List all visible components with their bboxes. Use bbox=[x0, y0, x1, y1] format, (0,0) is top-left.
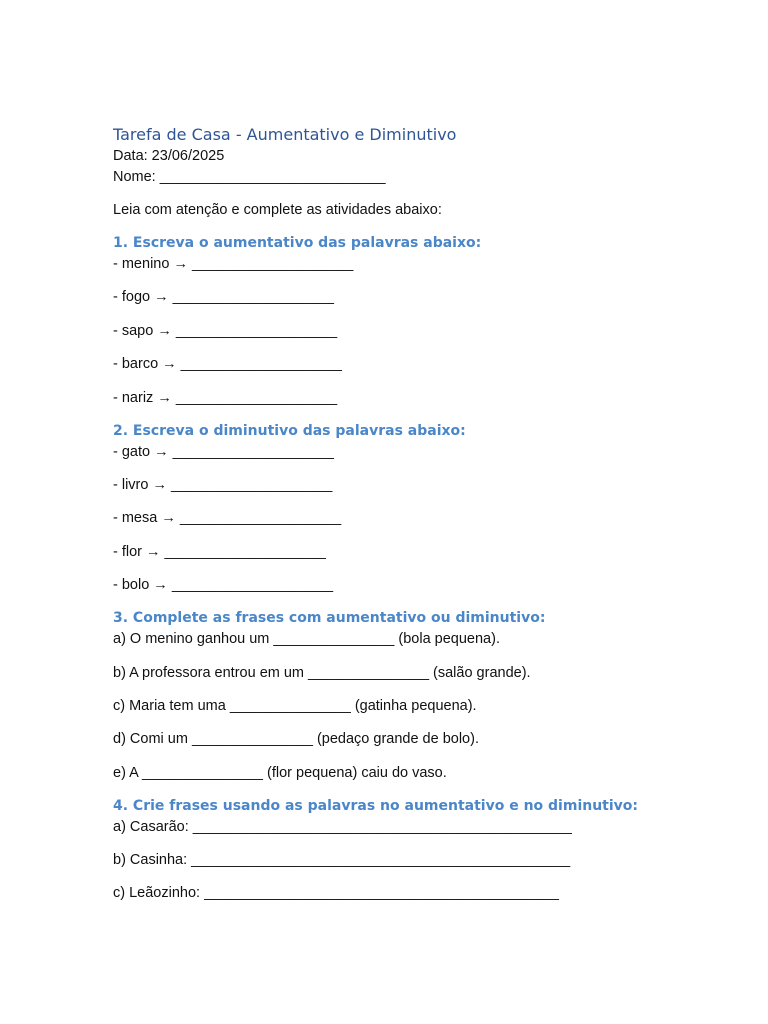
exercise-item: a) Casarão: _______________________________________________ bbox=[113, 818, 572, 835]
exercise-item: - barco → ____________________ bbox=[113, 356, 342, 373]
document-title: Tarefa de Casa - Aumentativo e Diminutivo bbox=[113, 125, 457, 144]
exercise-item: c) Leãozinho: ____________________________________________ bbox=[113, 885, 559, 902]
exercise-item: - nariz → ____________________ bbox=[113, 389, 338, 406]
exercise-item: - mesa → ____________________ bbox=[113, 510, 342, 527]
name-line: Nome: ____________________________ bbox=[113, 169, 386, 185]
document-body bbox=[113, 124, 713, 904]
exercise-item: a) O menino ganhou um _______________ (bola pequena). bbox=[113, 631, 500, 648]
section-complete-sentences bbox=[113, 608, 713, 784]
section-diminutive bbox=[113, 421, 713, 597]
exercise-item: - flor → ____________________ bbox=[113, 543, 326, 560]
date-line: Data: 23/06/2025 bbox=[113, 148, 225, 164]
exercise-item: - gato → ____________________ bbox=[113, 443, 334, 460]
exercise-item: b) Casinha: _______________________________________________ bbox=[113, 852, 571, 869]
exercise-item: - bolo → ____________________ bbox=[113, 577, 334, 594]
exercise-item: c) Maria tem uma _______________ (gatinha pequena). bbox=[113, 697, 477, 714]
exercise-item: - livro → ____________________ bbox=[113, 476, 333, 493]
section-augmentative bbox=[113, 233, 713, 409]
exercise-item: d) Comi um _______________ (pedaço grande de bolo). bbox=[113, 731, 479, 748]
intro-text: Leia com atenção e complete as atividades abaixo: bbox=[113, 202, 442, 218]
section-heading: 2. Escreva o diminutivo das palavras abaixo: bbox=[113, 422, 466, 439]
section-heading: 3. Complete as frases com aumentativo ou diminutivo: bbox=[113, 610, 546, 627]
exercise-item: b) A professora entrou em um _______________ (salão grande). bbox=[113, 664, 531, 681]
exercise-item: - fogo → ____________________ bbox=[113, 289, 334, 306]
section-heading: 4. Crie frases usando as palavras no aumentativo e no diminutivo: bbox=[113, 797, 639, 814]
section-create-sentences bbox=[113, 796, 713, 905]
exercise-item: - sapo → ____________________ bbox=[113, 322, 338, 339]
exercise-item: e) A _______________ (flor pequena) caiu do vaso. bbox=[113, 764, 447, 781]
exercise-item: - menino → ____________________ bbox=[113, 256, 354, 272]
section-heading: 1. Escreva o aumentativo das palavras abaixo: bbox=[113, 235, 482, 251]
